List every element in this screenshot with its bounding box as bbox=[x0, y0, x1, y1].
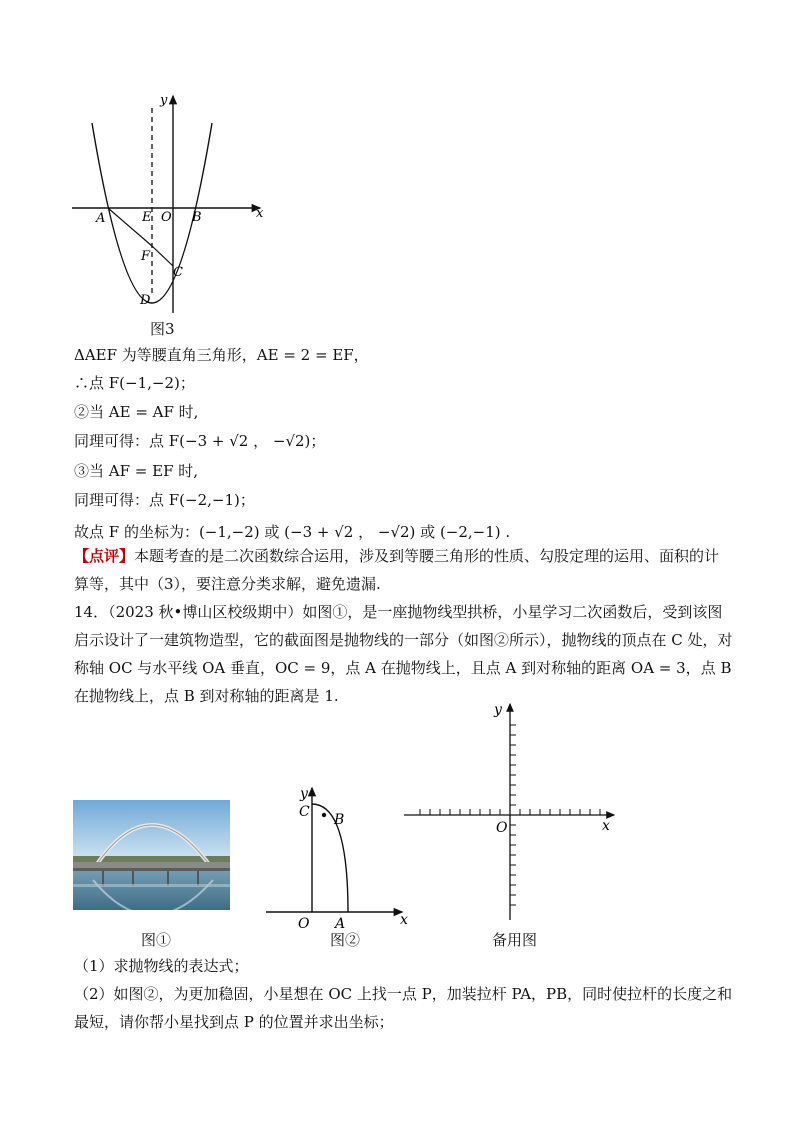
problem-14-text: 14．（2023 秋•博山区校级期中）如图①，是一座抛物线型拱桥，小星学习二次函数后，受到该图启示设计了一建筑物造型，它的截面图是抛物线的一部分（如图②所示），抛物线的顶点在 C 处，对称轴 OC 与水平线 OA 垂直，OC = 9，点 A 在抛物线上，且点 A 到对称轴的距离 OA = 3，点 B 在抛物线上，点 B 到对称轴的距离是 1. bbox=[74, 603, 733, 705]
solution-line-4: 同理可得：点 F(−3 + √2 ， −√2)； bbox=[74, 432, 326, 450]
solution-line-3: ②当 AE = AF 时, bbox=[74, 403, 199, 421]
figure-3 bbox=[70, 88, 280, 338]
comment-text: 本题考查的是二次函数综合运用，涉及到等腰三角形的性质、勾股定理的运用、面积的计算等，其中（3），要注意分类求解，避免遗漏. bbox=[74, 547, 720, 593]
label-y: y bbox=[160, 93, 168, 108]
label-C: C bbox=[299, 804, 310, 820]
label-x: x bbox=[256, 206, 264, 221]
label-x: x bbox=[400, 912, 408, 928]
label-A: A bbox=[96, 211, 106, 226]
spare-figure-caption: 备用图 bbox=[492, 931, 538, 949]
label-y: y bbox=[300, 786, 308, 802]
solution-line-1: ΔAEF 为等腰直角三角形，AE = 2 = EF， bbox=[74, 346, 369, 364]
label-B: B bbox=[192, 210, 202, 225]
solution-line-6: 同理可得：点 F(−2,−1)； bbox=[74, 491, 255, 509]
label-O: O bbox=[298, 916, 310, 932]
segment-FC bbox=[152, 246, 173, 266]
figure-2 bbox=[262, 782, 422, 932]
figure-2-caption: 图② bbox=[330, 931, 361, 949]
comment-block bbox=[74, 542, 734, 598]
label-x: x bbox=[602, 818, 610, 834]
point-B bbox=[322, 813, 326, 817]
label-O: O bbox=[161, 210, 172, 225]
label-C: C bbox=[173, 265, 183, 280]
spare-figure bbox=[402, 700, 620, 922]
label-E: E bbox=[142, 210, 152, 225]
label-F: F bbox=[141, 249, 151, 264]
figure-3-caption: 图3 bbox=[150, 320, 175, 338]
question-1: （1）求抛物线的表达式； bbox=[74, 957, 249, 975]
label-B: B bbox=[334, 812, 345, 828]
solution-line-7: 故点 F 的坐标为：(−1,−2) 或 (−3 + √2 ， −√2) 或 (−2,−1) . bbox=[74, 523, 511, 541]
label-A: A bbox=[335, 916, 346, 932]
label-O: O bbox=[496, 820, 508, 836]
figure-1-caption: 图① bbox=[141, 931, 172, 949]
question-2: （2）如图②，为更加稳固，小星想在 OC 上找一点 P，加装拉杆 PA，PB，同时使拉杆的长度之和最短，请你帮小星找到点 P 的位置并求出坐标； bbox=[74, 985, 733, 1031]
figure-1-bridge-photo bbox=[73, 800, 230, 910]
solution-line-2: ∴点 F(−1,−2)； bbox=[74, 374, 195, 392]
comment-tag: 【点评】 bbox=[74, 547, 135, 565]
solution-line-5: ③当 AF = EF 时, bbox=[74, 462, 199, 480]
label-y: y bbox=[494, 702, 502, 718]
label-D: D bbox=[140, 293, 151, 308]
